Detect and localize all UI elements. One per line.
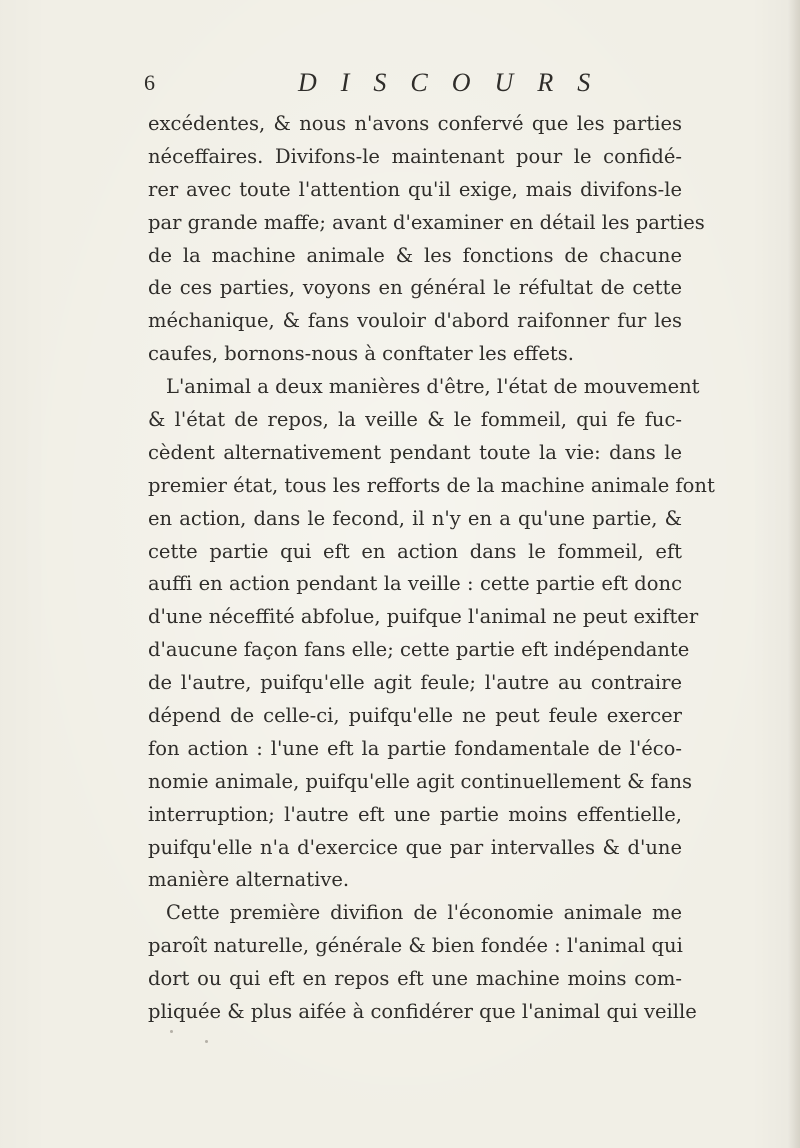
- text-line: méchanique, & fans vouloir d'abord raifonner fur les: [148, 309, 682, 333]
- page-edge-shadow: [788, 0, 800, 1148]
- text-line: interruption; l'autre eft une partie moins effentielle,: [148, 802, 682, 826]
- text-line: de l'autre, puifqu'elle agit feule; l'autre au contraire: [148, 671, 682, 695]
- text-line: en action, dans le fecond, il n'y en a qu'une partie, &: [148, 506, 682, 530]
- text-line: paroît naturelle, générale & bien fondée : l'animal qui: [148, 934, 683, 958]
- text-line: pliquée & plus aifée à confidérer que l'animal qui veille: [148, 1000, 697, 1024]
- text-line: cette partie qui eft en action dans le fommeil, eft: [148, 539, 682, 563]
- text-line: cèdent alternativement pendant toute la vie: dans le: [148, 440, 682, 464]
- text-line: auffi en action pendant la veille : cette partie eft donc: [148, 572, 682, 596]
- text-line: néceffaires. Divifons-le maintenant pour le confidé-: [148, 144, 682, 168]
- text-line: puifqu'elle n'a d'exercice que par intervalles & d'une: [148, 835, 682, 859]
- text-line: de la machine animale & les fonctions de chacune: [148, 243, 682, 267]
- page-number: 6: [144, 70, 155, 95]
- text-line: manière alternative.: [148, 868, 350, 892]
- text-line: rer avec toute l'attention qu'il exige, mais divifons-le: [148, 177, 682, 201]
- text-line: premier état, tous les refforts de la machine animale font: [148, 473, 715, 497]
- text-line: d'aucune façon fans elle; cette partie eft indépendante: [148, 638, 690, 662]
- text-line: & l'état de repos, la veille & le fommeil, qui fe fuc-: [148, 408, 682, 432]
- text-line: par grande maffe; avant d'examiner en détail les parties: [148, 210, 705, 234]
- text-line: Cette première divifion de l'économie animale me: [166, 901, 682, 925]
- text-line: fon action : l'une eft la partie fondamentale de l'éco-: [148, 736, 682, 760]
- running-title: DISCOURS: [298, 68, 615, 97]
- text-line: nomie animale, puifqu'elle agit continuellement & fans: [148, 769, 693, 793]
- text-line: de ces parties, voyons en général le réfultat de cette: [148, 276, 682, 300]
- paper-speck: [170, 1030, 173, 1033]
- text-line: excédentes, & nous n'avons confervé que les parties: [148, 112, 682, 135]
- body-text: [148, 108, 715, 1029]
- text-line: dort ou qui eft en repos eft une machine moins com-: [148, 967, 682, 991]
- page-header: [144, 68, 684, 108]
- text-line: caufes, bornons-nous à conftater les effets.: [148, 342, 574, 366]
- text-line: L'animal a deux manières d'être, l'état de mouvement: [166, 375, 700, 399]
- paper-speck: [205, 1040, 208, 1043]
- text-line: dépend de celle-ci, puifqu'elle ne peut feule exercer: [148, 704, 682, 728]
- text-line: d'une néceffité abfolue, puifque l'animal ne peut exifter: [148, 605, 699, 629]
